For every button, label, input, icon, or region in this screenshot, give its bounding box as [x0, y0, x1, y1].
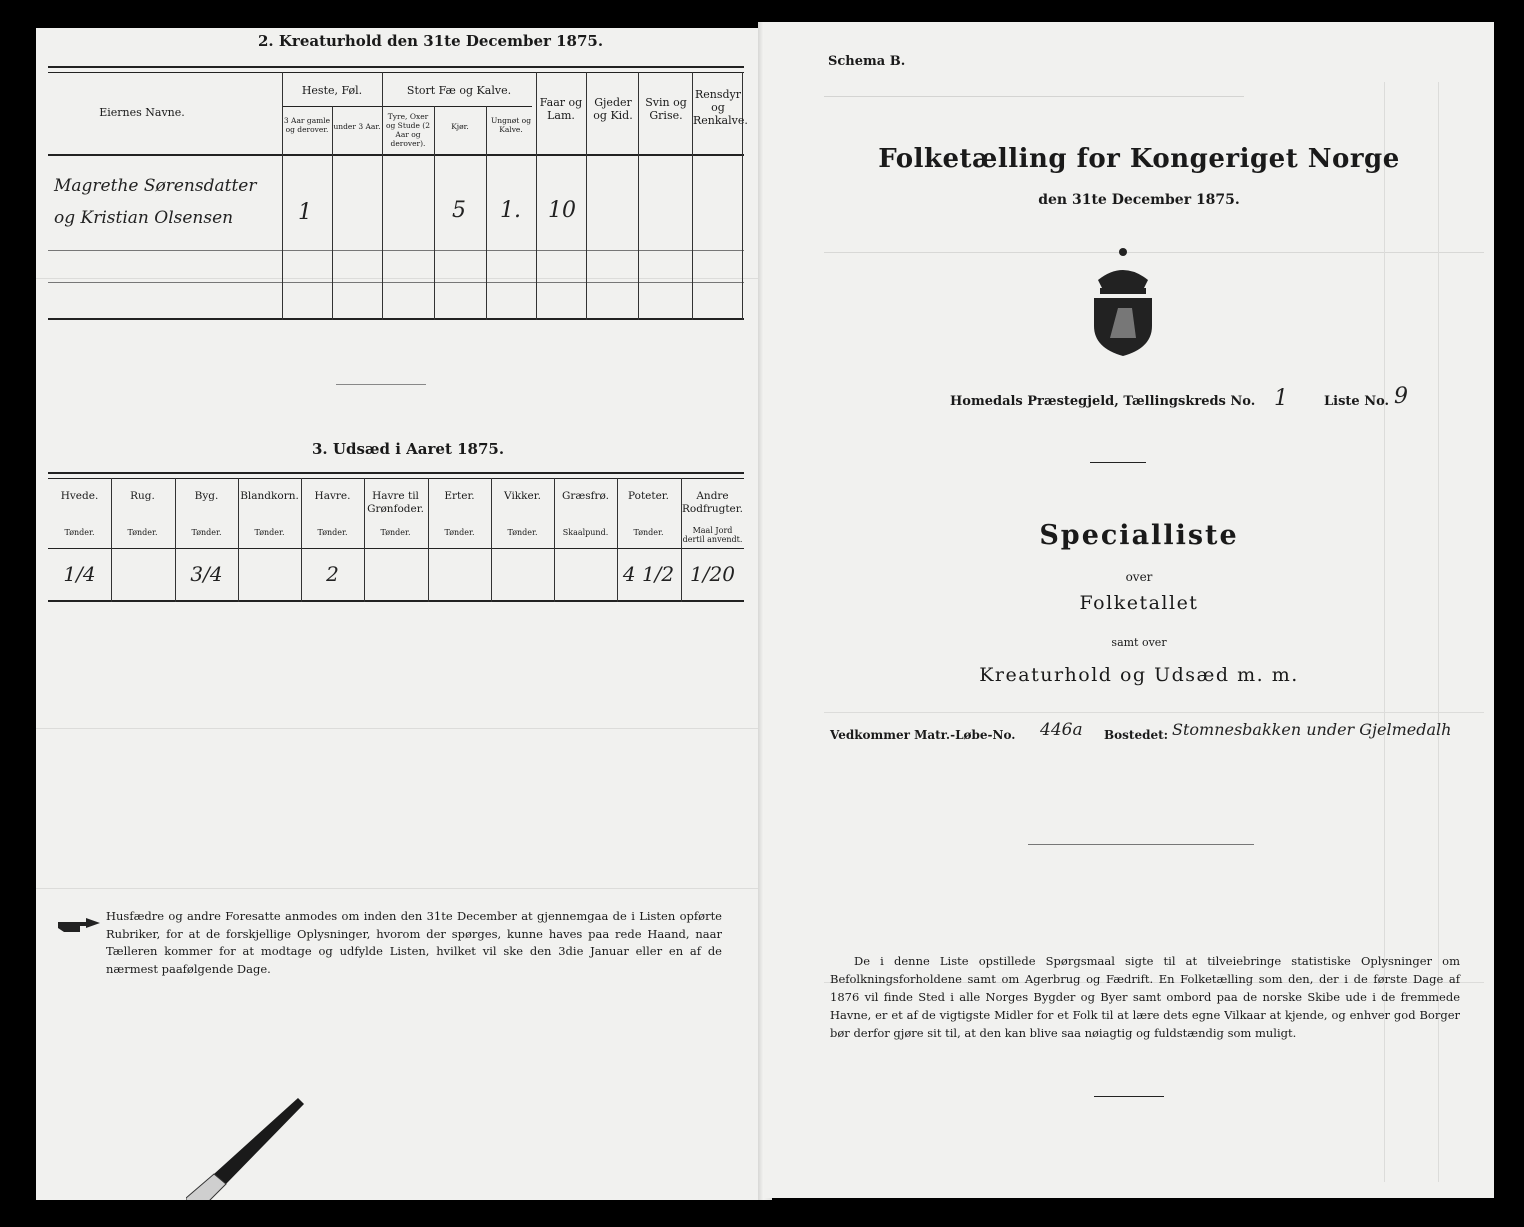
udsaed-unit-10: Tønder. — [633, 528, 664, 537]
bostedet-value: Stomnesbakken under Gjelmedalh — [1172, 720, 1452, 739]
udsaed-value-10: 4 1/2 — [622, 562, 675, 586]
udsaed-value-5: 2 — [326, 562, 339, 586]
udsaed-unit-2: Tønder. — [127, 528, 158, 537]
matr-number: 446a — [1040, 720, 1083, 740]
udsaed-header-8: Vikker. — [504, 490, 541, 502]
pointing-hand-icon — [56, 914, 102, 940]
udsaed-header-3: Byg. — [194, 490, 219, 502]
folketallet-heading: Folketallet — [1079, 592, 1199, 614]
col-group-stort-fae: Stort Fæ og Kalve. — [406, 84, 512, 97]
liste-number: 9 — [1394, 384, 1408, 409]
col-owner-names: Eiernes Navne. — [99, 106, 185, 119]
main-title: Folketælling for Kongeriget Norge — [878, 144, 1400, 174]
row1-owner-line1: Magrethe Sørensdatter — [54, 176, 257, 196]
notice-text: Husfædre og andre Foresatte anmodes om inden den 31te December at gjennemgaa de i Listen opførte Rubriker, for at de forskjellige Oplysninger, hvorom der spørges, kunne haves paa rede Haand, naar Tælleren kommer for at modtage og udfylde Listen, hvilket vil ske den 3die Januar eller en af de nærmest paafølgende Dage. — [106, 909, 722, 976]
census-date: den 31te December 1875. — [1038, 192, 1240, 208]
udsaed-header-7: Erter. — [444, 490, 475, 502]
udsaed-header-11: Andre Rodfrugter. — [682, 490, 743, 515]
udsaed-header-5: Havre. — [314, 490, 351, 502]
col-svin: Svin og Grise. — [645, 96, 687, 122]
col-faar: Faar og Lam. — [539, 96, 583, 122]
norway-coat-of-arms-icon — [1088, 246, 1158, 362]
udsaed-unit-5: Tønder. — [317, 528, 348, 537]
kreaturhold-heading: Kreaturhold og Udsæd m. m. — [979, 664, 1299, 686]
udsaed-unit-3: Tønder. — [191, 528, 222, 537]
bostedet-label: Bostedet: — [1104, 728, 1169, 742]
intro-paragraph: De i denne Liste opstillede Spørgsmaal sigte til at tilveiebringe statistiske Oplysninger om Befolkningsforholdene samt om Agerbrug og Fædrift. En Folketælling som den, der i de første Dage af 1876 vil finde Sted i alle Norges Bygder og Byer samt ombord paa de norske Skibe ude i de fremmede Havne, er et af de vigtigste Midler for et Folk til at lære dets egne Vilkaar at kjende, og enhver god Borger bør derfor gjøre sit til, at den kan blive saa nøiagtig og fuldstændig som muligt. — [830, 954, 1460, 1040]
col-ungnot: Ungnøt og Kalve. — [490, 116, 531, 134]
col-kjor: Kjør. — [451, 122, 469, 131]
left-page — [36, 28, 765, 1200]
udsaed-unit-4: Tønder. — [254, 528, 285, 537]
udsaed-header-2: Rug. — [130, 490, 155, 502]
liste-label: Liste No. — [1324, 394, 1390, 409]
udsaed-header-4: Blandkorn. — [240, 490, 299, 502]
col-rensdyr: Rensdyr og Renkalve. — [693, 88, 748, 127]
udsaed-unit-1: Tønder. — [64, 528, 95, 537]
section3-title: 3. Udsæd i Aaret 1875. — [312, 440, 505, 458]
udsaed-unit-8: Tønder. — [507, 528, 538, 537]
row1-heste-over3: 1 — [298, 200, 312, 225]
col-heste-under3: under 3 Aar. — [333, 122, 381, 131]
udsaed-value-11: 1/20 — [690, 562, 735, 586]
col-group-heste: Heste, Føl. — [301, 84, 363, 97]
udsaed-header-10: Poteter. — [627, 490, 670, 502]
row1-faar: 10 — [548, 198, 576, 223]
udsaed-unit-9: Skaalpund. — [562, 528, 609, 537]
tellingskreds-number: 1 — [1274, 386, 1288, 411]
pen-icon — [186, 1094, 306, 1200]
samt-over-text: samt over — [1111, 636, 1167, 649]
right-page — [764, 22, 1494, 1198]
section2-title: 2. Kreaturhold den 31te December 1875. — [258, 32, 604, 50]
udsaed-value-3: 3/4 — [190, 562, 223, 586]
row1-kjor: 5 — [452, 198, 466, 223]
udsaed-unit-11: Maal Jord dertil anvendt. — [682, 526, 743, 544]
udsaed-value-1: 1/4 — [63, 562, 96, 586]
prestegjeld-label: Homedals Præstegjeld, Tællingskreds No. — [950, 394, 1256, 409]
col-heste-over3: 3 Aar gamle og derover. — [283, 116, 331, 134]
col-gjeder: Gjeder og Kid. — [593, 96, 633, 122]
col-tyre-oxer: Tyre, Oxer og Stude (2 Aar og derover). — [385, 112, 430, 148]
udsaed-header-9: Græsfrø. — [561, 490, 610, 502]
udsaed-unit-7: Tønder. — [444, 528, 475, 537]
row1-ungnot: 1. — [500, 198, 521, 223]
matr-label: Vedkommer Matr.-Løbe-No. — [830, 728, 1016, 742]
row1-owner-line2: og Kristian Olsensen — [54, 208, 234, 228]
over-text: over — [1125, 570, 1153, 584]
udsaed-header-6: Havre til Grønfoder. — [367, 490, 424, 515]
specialliste-heading: Specialliste — [1039, 520, 1239, 551]
schema-label: Schema B. — [828, 54, 906, 69]
udsaed-header-1: Hvede. — [60, 490, 99, 502]
udsaed-unit-6: Tønder. — [380, 528, 411, 537]
